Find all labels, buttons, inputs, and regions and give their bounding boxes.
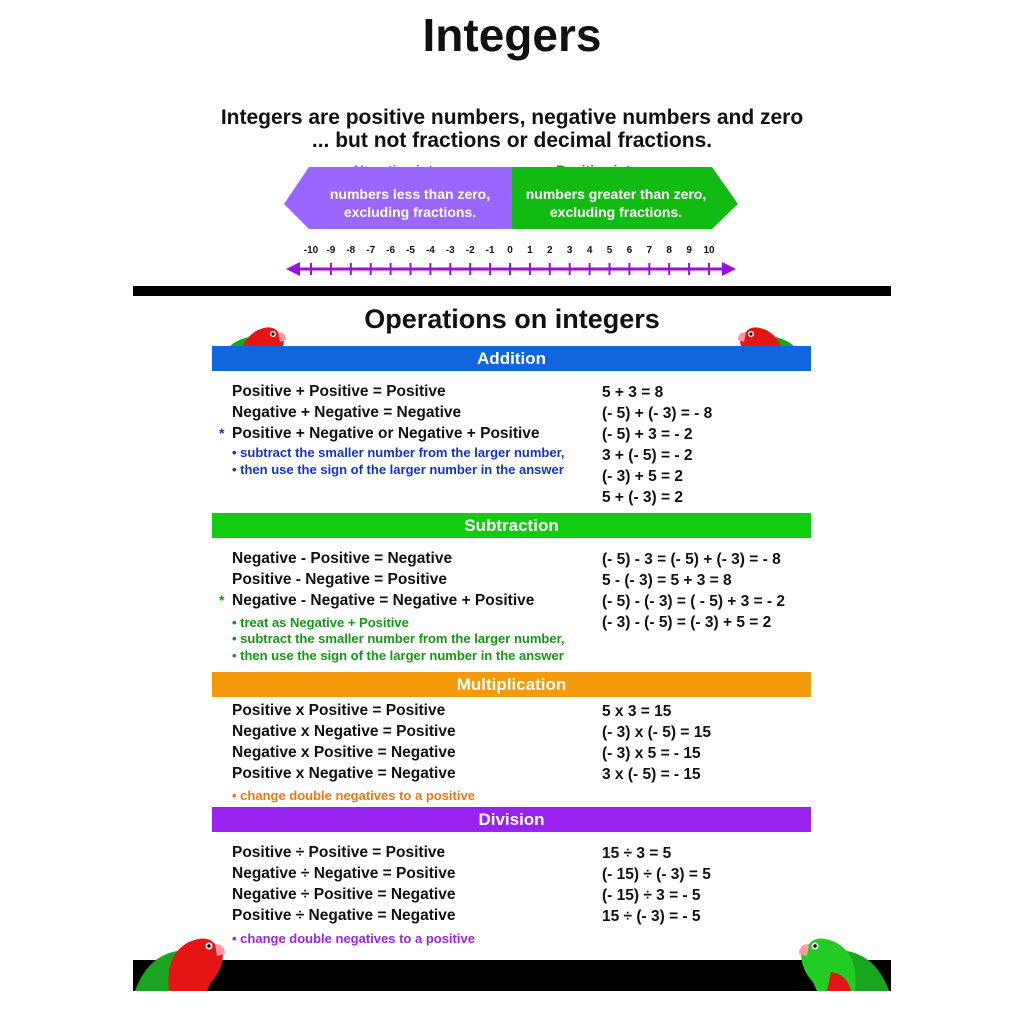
number-line-label: -2 <box>465 245 475 256</box>
addition-example-1: 5 + 3 = 8 <box>602 384 664 401</box>
multiplication-example-1: 5 x 3 = 15 <box>602 703 672 720</box>
multiplication-rule-3: Negative x Positive = Negative <box>232 744 456 761</box>
subtraction-star-icon: * <box>219 592 225 608</box>
number-line-label: 4 <box>586 245 593 256</box>
number-line-label: -4 <box>425 245 435 256</box>
subtraction-header: Subtraction <box>212 513 811 538</box>
number-line-label: -10 <box>303 245 319 256</box>
addition-note-1: • subtract the smaller number from the larger number, <box>232 445 565 460</box>
subtraction-note-3: • then use the sign of the larger number in the answer <box>232 648 564 663</box>
multiplication-example-3: (- 3) x 5 = - 15 <box>602 745 701 762</box>
multiplication-example-2: (- 3) x (- 5) = 15 <box>602 724 711 741</box>
multiplication-note: • change double negatives to a positive <box>232 788 475 803</box>
number-line-label: -5 <box>406 245 415 256</box>
positive-text-2: excluding fractions. <box>549 204 683 220</box>
divider-bottom <box>133 960 891 991</box>
division-example-1: 15 ÷ 3 = 5 <box>602 845 672 862</box>
number-line-label: 0 <box>507 245 513 256</box>
division-rule-1: Positive ÷ Positive = Positive <box>232 844 446 861</box>
addition-rule-2: Negative + Negative = Negative <box>232 404 462 421</box>
addition-example-6: 5 + (- 3) = 2 <box>602 489 683 506</box>
division-example-3: (- 15) ÷ 3 = - 5 <box>602 887 701 904</box>
subtraction-rule-2: Positive - Negative = Positive <box>232 571 447 588</box>
addition-star-icon: * <box>219 425 225 441</box>
number-line-right-arrowhead <box>722 262 736 276</box>
multiplication-rule-4: Positive x Negative = Negative <box>232 765 456 782</box>
addition-example-3: (- 5) + 3 = - 2 <box>602 426 693 443</box>
number-line-label: 7 <box>646 245 653 256</box>
operations-title: Operations on integers <box>364 304 660 334</box>
subtraction-note-1: • treat as Negative + Positive <box>232 615 409 630</box>
addition-header: Addition <box>212 346 811 371</box>
negative-text-2: excluding fractions. <box>343 204 477 220</box>
negative-text-1: numbers less than zero, <box>329 186 491 202</box>
addition-example-5: (- 3) + 5 = 2 <box>602 468 683 485</box>
division-rule-4: Positive ÷ Negative = Negative <box>232 907 456 924</box>
division-note: • change double negatives to a positive <box>232 931 475 946</box>
parrot-bottom-left <box>133 928 228 991</box>
division-rule-2: Negative ÷ Negative = Positive <box>232 865 456 882</box>
division-example-2: (- 15) ÷ (- 3) = 5 <box>602 866 711 883</box>
intro-line-1: Integers are positive numbers, negative numbers and zero <box>220 106 804 129</box>
number-line-label: -7 <box>366 245 376 256</box>
addition-example-4: 3 + (- 5) = - 2 <box>602 447 693 464</box>
divider-top <box>133 286 891 296</box>
number-line-label: 5 <box>606 245 613 256</box>
parrot-bottom-right <box>796 928 891 991</box>
number-line-label: 8 <box>666 245 672 256</box>
addition-note-2: • then use the sign of the larger number in the answer <box>232 462 564 477</box>
addition-rule-3: Positive + Negative or Negative + Positive <box>232 425 540 442</box>
multiplication-header: Multiplication <box>212 672 811 697</box>
number-line-label: -3 <box>445 245 455 256</box>
multiplication-rule-2: Negative x Negative = Positive <box>232 723 456 740</box>
number-line <box>284 258 740 280</box>
positive-text-1: numbers greater than zero, <box>525 186 707 202</box>
number-line-label: 9 <box>686 245 692 256</box>
subtraction-example-3: (- 5) - (- 3) = ( - 5) + 3 = - 2 <box>602 593 786 610</box>
division-rule-3: Negative ÷ Positive = Negative <box>232 886 456 903</box>
number-line-label: -6 <box>386 245 396 256</box>
subtraction-example-4: (- 3) - (- 5) = (- 3) + 5 = 2 <box>602 614 772 631</box>
number-line-label: 3 <box>566 245 573 256</box>
division-example-4: 15 ÷ (- 3) = - 5 <box>602 908 701 925</box>
addition-example-2: (- 5) + (- 3) = - 8 <box>602 405 713 422</box>
addition-rule-1: Positive + Positive = Positive <box>232 383 446 400</box>
subtraction-rule-3: Negative - Negative = Negative + Positive <box>232 592 535 609</box>
number-line-label: 2 <box>547 245 553 256</box>
subtraction-rule-1: Negative - Positive = Negative <box>232 550 453 567</box>
multiplication-rule-1: Positive x Positive = Positive <box>232 702 446 719</box>
subtraction-example-1: (- 5) - 3 = (- 5) + (- 3) = - 8 <box>602 551 781 568</box>
subtraction-example-2: 5 - (- 3) = 5 + 3 = 8 <box>602 572 732 589</box>
number-line-label: 1 <box>527 245 533 256</box>
number-line-label: 10 <box>703 245 715 256</box>
multiplication-example-4: 3 x (- 5) = - 15 <box>602 766 701 783</box>
division-header: Division <box>212 807 811 832</box>
number-line-label: 6 <box>626 245 633 256</box>
number-line-label: -8 <box>346 245 356 256</box>
number-line-left-arrowhead <box>286 262 300 276</box>
page-title: Integers <box>422 9 602 61</box>
number-line-label: -1 <box>485 245 495 256</box>
subtraction-note-2: • subtract the smaller number from the larger number, <box>232 631 565 646</box>
number-line-label: -9 <box>326 245 336 256</box>
intro-line-2: ... but not fractions or decimal fractions. <box>311 129 713 152</box>
